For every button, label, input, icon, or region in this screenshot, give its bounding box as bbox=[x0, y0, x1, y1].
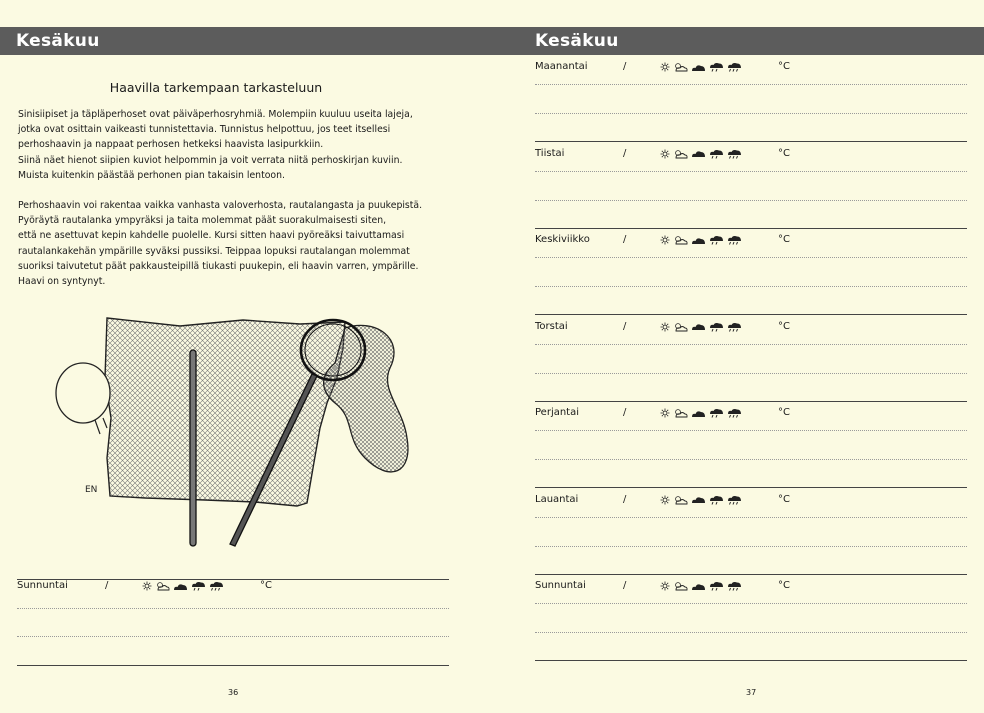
day-entry-torstai bbox=[535, 321, 967, 407]
cloud-icon bbox=[691, 236, 706, 248]
date-slash: / bbox=[623, 320, 627, 332]
day-entry-tiistai bbox=[535, 148, 967, 234]
date-slash: / bbox=[623, 147, 627, 159]
rain-cloud-icon bbox=[191, 581, 206, 594]
partly-cloudy-icon bbox=[673, 495, 688, 508]
dotted-line bbox=[535, 257, 967, 258]
illustration-label: EN bbox=[85, 485, 98, 495]
celsius-unit: °C bbox=[260, 580, 272, 591]
heavy-rain-cloud-icon bbox=[209, 581, 224, 594]
sun-icon bbox=[660, 581, 670, 594]
sun-icon bbox=[142, 581, 152, 594]
wooden-stick bbox=[190, 350, 196, 546]
date-slash: / bbox=[623, 407, 627, 418]
paragraph-1 bbox=[18, 107, 438, 183]
text-line: rautalankakehän ympärille syväksi pussiksi. Teippaa lopuksi rautalangan molemmat bbox=[18, 245, 410, 257]
divider bbox=[535, 487, 967, 488]
rain-cloud-icon bbox=[709, 62, 724, 75]
dotted-line bbox=[535, 373, 967, 374]
date-slash: / bbox=[105, 580, 109, 591]
heavy-rain-cloud-icon bbox=[727, 322, 742, 335]
dotted-line bbox=[535, 517, 967, 518]
divider bbox=[17, 665, 449, 666]
heavy-rain-cloud-icon bbox=[727, 62, 742, 75]
rain-cloud-icon bbox=[709, 235, 724, 248]
weather-icons bbox=[660, 408, 742, 421]
date-slash: / bbox=[623, 234, 627, 245]
text-line: Sinisiipiset ja täpläperhoset ovat päiväperhosryhmiä. Molempiin kuuluu useita lajeja, bbox=[18, 109, 413, 120]
day-entry-maanantai bbox=[535, 61, 967, 147]
weather-icons bbox=[660, 62, 742, 75]
day-name: Torstai bbox=[535, 320, 568, 332]
cloud-icon bbox=[691, 409, 706, 421]
cloud-icon bbox=[691, 322, 706, 334]
dotted-line bbox=[535, 632, 967, 633]
magnifier-circle bbox=[56, 363, 110, 423]
curtain-fabric bbox=[105, 318, 345, 506]
cloud-icon bbox=[691, 495, 706, 507]
weather-icons bbox=[660, 495, 742, 508]
right-page bbox=[492, 0, 984, 713]
date-slash: / bbox=[623, 61, 627, 72]
heavy-rain-cloud-icon bbox=[727, 408, 742, 421]
sun-icon bbox=[660, 149, 670, 162]
partly-cloudy-icon bbox=[673, 62, 688, 75]
text-line: Haavi on syntynyt. bbox=[18, 276, 106, 288]
dotted-line bbox=[17, 608, 449, 609]
celsius-unit: °C bbox=[778, 493, 790, 505]
day-name: Sunnuntai bbox=[535, 580, 586, 591]
partly-cloudy-icon bbox=[155, 581, 170, 594]
dotted-line bbox=[535, 200, 967, 201]
page-number: 36 bbox=[228, 688, 239, 697]
rain-cloud-icon bbox=[709, 495, 724, 508]
weather-icons bbox=[660, 581, 742, 594]
partly-cloudy-icon bbox=[673, 408, 688, 421]
heavy-rain-cloud-icon bbox=[727, 495, 742, 508]
day-entry-lauantai bbox=[535, 494, 967, 580]
text-line: Pyöräytä rautalanka ympyräksi ja taita molemmat päät suorakulmaisesti siten, bbox=[18, 215, 387, 227]
text-line: perhoshaavin ja nappaat perhosen hetkeksi haavista lasipurkkiin. bbox=[18, 139, 324, 151]
day-entry-keskiviikko bbox=[535, 234, 967, 320]
weather-icons bbox=[660, 149, 742, 162]
cloud-icon bbox=[691, 149, 706, 161]
text-line: Perhoshaavin voi rakentaa vaikka vanhasta valoverhosta, rautalangasta ja puukepistä. bbox=[18, 200, 423, 211]
month-header: Kesäkuu bbox=[0, 27, 492, 55]
sun-icon bbox=[660, 62, 670, 75]
celsius-unit: °C bbox=[778, 407, 790, 418]
divider bbox=[535, 660, 967, 661]
text-line: suoriksi taivutetut päät pakkausteipillä tiukasti puukepin, eli haavin varren, ympärille. bbox=[18, 260, 419, 272]
text-line: Muista kuitenkin päästää perhonen pian takaisin lentoon. bbox=[18, 169, 285, 181]
sun-icon bbox=[660, 322, 670, 335]
rain-cloud-icon bbox=[709, 581, 724, 594]
rain-cloud-icon bbox=[709, 408, 724, 421]
divider bbox=[535, 401, 967, 402]
day-name: Tiistai bbox=[535, 147, 565, 159]
day-name: Lauantai bbox=[535, 493, 579, 505]
butterfly-net-illustration bbox=[45, 308, 430, 553]
partly-cloudy-icon bbox=[673, 235, 688, 248]
dotted-line bbox=[535, 171, 967, 172]
divider bbox=[535, 228, 967, 229]
heavy-rain-cloud-icon bbox=[727, 149, 742, 162]
cloud-icon bbox=[691, 582, 706, 594]
dotted-line bbox=[535, 546, 967, 547]
partly-cloudy-icon bbox=[673, 581, 688, 594]
sun-icon bbox=[660, 235, 670, 248]
text-line: että ne asettuvat kepin kahdelle puolelle. Kursi sitten haavi pyöreäksi taivuttamasi bbox=[18, 230, 405, 242]
day-name: Maanantai bbox=[535, 61, 588, 72]
heavy-rain-cloud-icon bbox=[727, 581, 742, 594]
divider bbox=[535, 574, 967, 575]
partly-cloudy-icon bbox=[673, 322, 688, 335]
cloud-icon bbox=[173, 582, 188, 594]
dotted-line bbox=[535, 603, 967, 604]
day-name: Perjantai bbox=[535, 407, 580, 418]
divider bbox=[535, 314, 967, 315]
sun-icon bbox=[660, 408, 670, 421]
divider bbox=[535, 141, 967, 142]
celsius-unit: °C bbox=[778, 234, 790, 245]
date-slash: / bbox=[623, 580, 627, 591]
dotted-line bbox=[535, 459, 967, 460]
weather-icons bbox=[660, 235, 742, 248]
dotted-line bbox=[535, 430, 967, 431]
text-line: Siinä näet hienot siipien kuviot helpommin ja voit verrata niitä perhoskirjan kuviin. bbox=[18, 154, 403, 166]
partly-cloudy-icon bbox=[673, 149, 688, 162]
celsius-unit: °C bbox=[778, 61, 790, 72]
weather-icons bbox=[660, 322, 742, 335]
paragraph-2 bbox=[18, 198, 438, 289]
day-entry-sunnuntai bbox=[535, 580, 967, 666]
celsius-unit: °C bbox=[778, 147, 790, 159]
weather-icons bbox=[142, 581, 224, 594]
dotted-line bbox=[17, 636, 449, 637]
dotted-line bbox=[535, 344, 967, 345]
divider bbox=[17, 579, 449, 580]
page-number: 37 bbox=[746, 688, 757, 697]
cloud-icon bbox=[691, 63, 706, 75]
text-line: jotka ovat osittain vaikeasti tunnistettavia. Tunnistus helpottuu, jos teet itsellesi bbox=[18, 124, 391, 136]
day-name: Keskiviikko bbox=[535, 234, 590, 245]
sun-icon bbox=[660, 495, 670, 508]
article-title: Haavilla tarkempaan tarkasteluun bbox=[109, 80, 323, 95]
heavy-rain-cloud-icon bbox=[727, 235, 742, 248]
day-name: Sunnuntai bbox=[17, 580, 68, 591]
day-entry-sunnuntai bbox=[17, 580, 449, 666]
dotted-line bbox=[535, 84, 967, 85]
day-entry-perjantai bbox=[535, 407, 967, 493]
dotted-line bbox=[535, 113, 967, 114]
rain-cloud-icon bbox=[709, 322, 724, 335]
month-header: Kesäkuu bbox=[492, 27, 984, 55]
rain-cloud-icon bbox=[709, 149, 724, 162]
date-slash: / bbox=[623, 493, 627, 505]
dotted-line bbox=[535, 286, 967, 287]
celsius-unit: °C bbox=[778, 320, 790, 332]
celsius-unit: °C bbox=[778, 580, 790, 591]
